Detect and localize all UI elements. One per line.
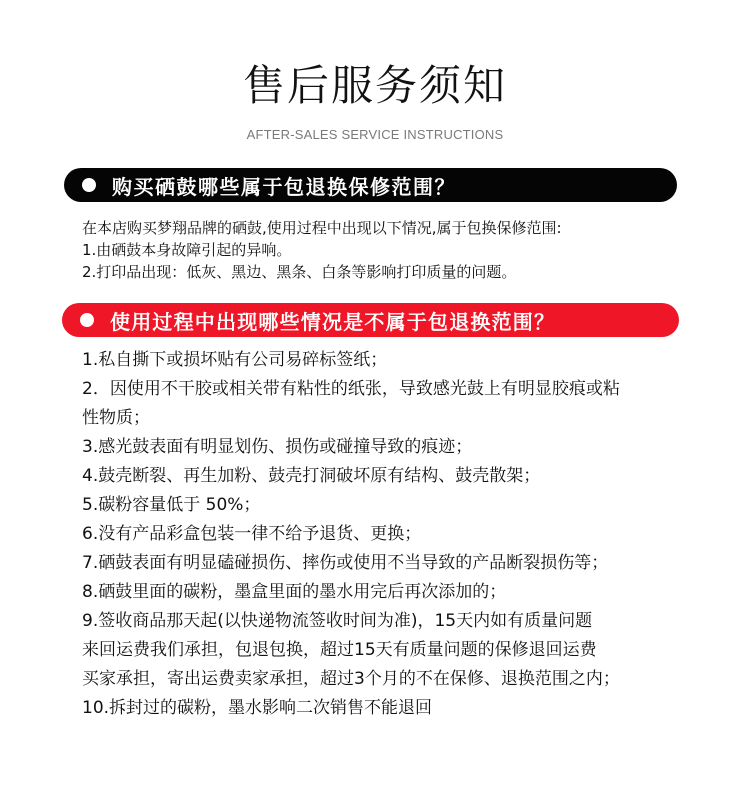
bullet-dot-icon [80, 313, 94, 327]
section-2-line-3: 3.感光鼓表面有明显划伤、损伤或碰撞导致的痕迹； [82, 437, 473, 457]
section-2-line-5: 5.碳粉容量低于 50%； [82, 495, 261, 515]
bullet-dot-icon [82, 178, 96, 192]
section-2-banner [62, 303, 679, 337]
section-2-line-9a: 9.签收商品那天起(以快递物流签收时间为准)，15天内如有质量问题 [82, 611, 593, 631]
section-2-heading: 使用过程中出现哪些情况是不属于包退换范围？ [110, 309, 556, 334]
section-2-line-8: 8.硒鼓里面的碳粉，墨盒里面的墨水用完后再次添加的； [82, 582, 507, 602]
section-1-body [82, 217, 682, 283]
section-2-line-2b: 性物质； [82, 408, 150, 428]
section-2-line-2a: 2．因使用不干胶或相关带有粘性的纸张，导致感光鼓上有明显胶痕或粘 [82, 379, 620, 399]
page-title: 售后服务须知 [242, 61, 507, 110]
section-2-body [82, 346, 682, 723]
section-2-line-6: 6.没有产品彩盒包装一律不给予退货、更换； [82, 524, 422, 544]
section-1-banner [64, 168, 677, 202]
section-1-line-intro: 在本店购买梦翔品牌的硒鼓,使用过程中出现以下情况,属于包换保修范围: [82, 219, 562, 237]
page-subtitle: AFTER-SALES SERVICE INSTRUCTIONS [246, 127, 504, 142]
section-2-line-10: 10.拆封过的碳粉，墨水影响二次销售不能退回 [82, 698, 433, 718]
section-2-line-9b: 来回运费我们承担，包退包换，超过15天有质量问题的保修退回运费 [82, 640, 597, 660]
section-2-line-4: 4.鼓壳断裂、再生加粉、鼓壳打洞破坏原有结构、鼓壳散架； [82, 466, 541, 486]
section-1-line-1: 1.由硒鼓本身故障引起的异响。 [82, 241, 292, 259]
section-2-line-9c: 买家承担，寄出运费卖家承担，超过3个月的不在保修、退换范围之内； [82, 669, 620, 689]
section-1-line-2: 2.打印品出现：低灰、黑边、黑条、白条等影响打印质量的问题。 [82, 263, 517, 281]
section-1-heading: 购买硒鼓哪些属于包退换保修范围？ [112, 174, 456, 199]
section-2-line-7: 7.硒鼓表面有明显磕碰损伤、摔伤或使用不当导致的产品断裂损伤等； [82, 553, 609, 573]
section-2-line-1: 1.私自撕下或损坏贴有公司易碎标签纸； [82, 350, 388, 370]
